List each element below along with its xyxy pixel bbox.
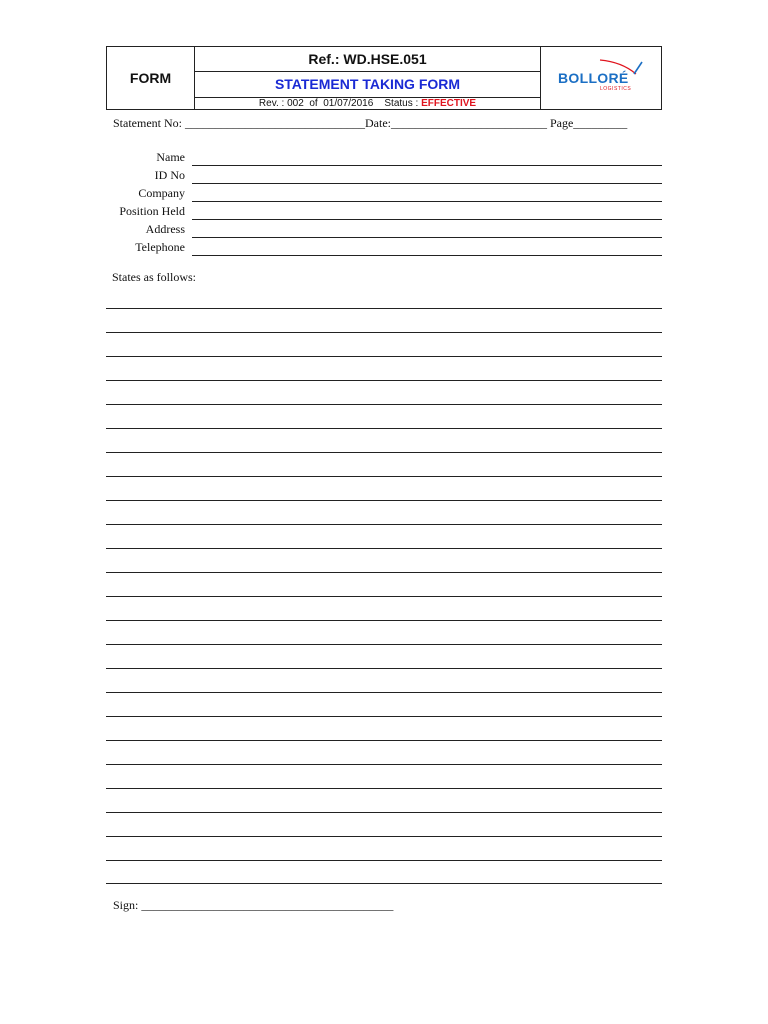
ruled-line	[106, 380, 662, 381]
signature-line[interactable]: Sign: __________________________________________	[113, 898, 394, 912]
ruled-line	[106, 596, 662, 597]
ruled-line	[106, 620, 662, 621]
field-label: Company	[138, 186, 185, 200]
ruled-line	[106, 812, 662, 813]
ruled-line	[106, 860, 662, 861]
field-label: Position Held	[119, 204, 185, 218]
ruled-line	[106, 668, 662, 669]
bollore-logo	[556, 58, 646, 98]
revision-info	[195, 98, 540, 109]
ruled-line	[106, 428, 662, 429]
ruled-line	[106, 836, 662, 837]
field-input-line[interactable]	[192, 254, 662, 256]
field-position-held	[106, 202, 662, 220]
ruled-line	[106, 692, 662, 693]
ruled-line	[106, 883, 662, 884]
field-address	[106, 220, 662, 238]
ruled-line	[106, 332, 662, 333]
ruled-line	[106, 548, 662, 549]
field-id-no	[106, 166, 662, 184]
statement-number-line: Statement No: ______________________________Date:__________________________ Page_________	[113, 116, 628, 130]
logo-text: BOLLORÉ	[558, 70, 629, 86]
logo-cell	[541, 47, 661, 109]
states-as-follows-label: States as follows:	[112, 270, 196, 284]
form-title: STATEMENT TAKING FORM	[195, 72, 540, 98]
field-label: ID No	[154, 168, 185, 182]
reference-number: Ref.: WD.HSE.051	[195, 47, 540, 72]
form-type-label: FORM	[107, 47, 195, 109]
header-middle	[195, 47, 541, 109]
field-label: Name	[156, 150, 185, 164]
field-company	[106, 184, 662, 202]
ruled-line	[106, 716, 662, 717]
logo-subtext: LOGISTICS	[600, 86, 632, 92]
field-label: Telephone	[135, 240, 185, 254]
ruled-line	[106, 644, 662, 645]
ruled-line	[106, 356, 662, 357]
ruled-line	[106, 308, 662, 309]
ruled-line	[106, 452, 662, 453]
ruled-line	[106, 524, 662, 525]
revision-text: Rev. : 002 of 01/07/2016 Status :	[258, 98, 422, 109]
field-name	[106, 148, 662, 166]
status-value: EFFECTIVE	[421, 98, 477, 109]
ruled-line	[106, 764, 662, 765]
ruled-line	[106, 476, 662, 477]
ruled-line	[106, 740, 662, 741]
ruled-line	[106, 500, 662, 501]
field-telephone	[106, 238, 662, 256]
field-label: Address	[145, 222, 185, 236]
ruled-line	[106, 404, 662, 405]
ruled-line	[106, 572, 662, 573]
form-header	[106, 46, 662, 110]
ruled-line	[106, 788, 662, 789]
